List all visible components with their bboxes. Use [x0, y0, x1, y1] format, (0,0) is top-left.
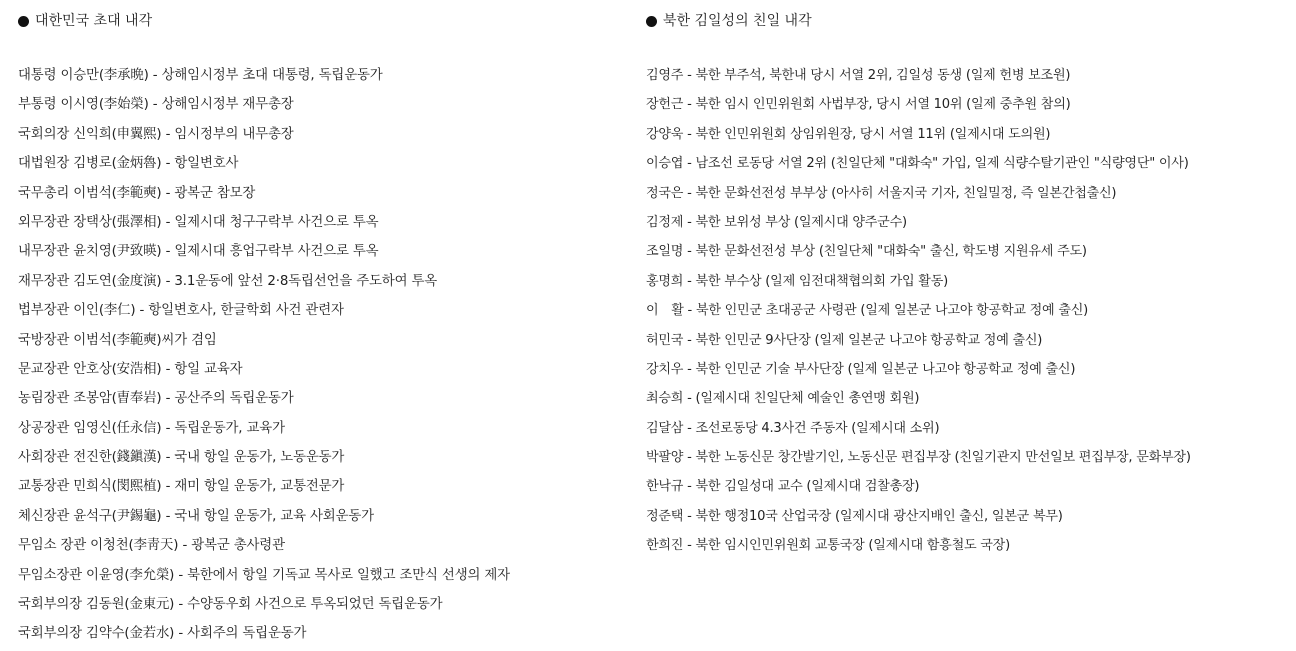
- list-item: 강양욱 - 북한 인민위원회 상임위원장, 당시 서열 11위 (일제시대 도의원): [646, 126, 1051, 142]
- list-item: 정준택 - 북한 행정10국 산업국장 (일제시대 광산지배인 출신, 일본군 복무): [646, 508, 1063, 524]
- list-item: 체신장관 윤석구(尹錫龜) - 국내 항일 운동가, 교육 사회운동가: [18, 508, 374, 524]
- list-item: 부통령 이시영(李始榮) - 상해임시정부 재무총장: [18, 97, 294, 113]
- list-item: 대통령 이승만(李承晩) - 상해임시정부 초대 대통령, 독립운동가: [18, 68, 383, 83]
- list-item: 이 활 - 북한 인민군 초대공군 사령관 (일제 일본군 나고야 항공학교 정예 출신): [646, 303, 1089, 319]
- list-item: 농림장관 조봉암(曺奉岩) - 공산주의 독립운동가: [18, 391, 294, 407]
- list-item: 김달삼 - 조선로동당 4.3사건 주동자 (일제시대 소위): [646, 420, 940, 436]
- list-item: 사회장관 전진한(錢鎭漢) - 국내 항일 운동가, 노동운동가: [18, 450, 345, 466]
- list-item: 국회의장 신익희(申翼熙) - 임시정부의 내무총장: [18, 126, 294, 142]
- list-item: 정국은 - 북한 문화선전성 부부상 (아사히 서울지국 기자, 친일밀정, 즉 일본간첩출신): [646, 185, 1117, 201]
- list-item: 무임소 장관 이청천(李靑天) - 광복군 총사령관: [18, 538, 285, 554]
- list-item: 국회부의장 김약수(金若水) - 사회주의 독립운동가: [18, 626, 307, 642]
- list-item: 국무총리 이범석(李範奭) - 광복군 참모장: [18, 185, 256, 201]
- list-item: 교통장관 민희식(閔熙植) - 재미 항일 운동가, 교통전문가: [18, 479, 345, 495]
- list-item: 한희진 - 북한 임시인민위원회 교통국장 (일제시대 함흥철도 국장): [646, 538, 1010, 554]
- left-list: [18, 61, 638, 649]
- list-item: 최승희 - (일제시대 친일단체 예술인 총연맹 회원): [646, 391, 920, 407]
- bullet-icon: [18, 16, 29, 27]
- list-item: 한낙규 - 북한 김일성대 교수 (일제시대 검찰총장): [646, 479, 920, 495]
- list-item: 상공장관 임영신(任永信) - 독립운동가, 교육가: [18, 420, 285, 436]
- list-item: 허민국 - 북한 인민군 9사단장 (일제 일본군 나고야 항공학교 정예 출신): [646, 332, 1043, 348]
- list-item: 내무장관 윤치영(尹致暎) - 일제시대 흥업구락부 사건으로 투옥: [18, 244, 379, 260]
- right-column: [646, 10, 1294, 561]
- left-heading: [18, 10, 638, 32]
- list-item: 김정제 - 북한 보위성 부상 (일제시대 양주군수): [646, 214, 907, 230]
- right-heading-text: 북한 김일성의 친일 내각: [663, 13, 812, 29]
- list-item: 국회부의장 김동원(金東元) - 수양동우회 사건으로 투옥되었던 독립운동가: [18, 597, 443, 613]
- list-item: 조일명 - 북한 문화선전성 부상 (친일단체 "대화숙" 출신, 학도병 지원유세 주도): [646, 244, 1087, 260]
- list-item: 법부장관 이인(李仁) - 항일변호사, 한글학회 사건 관련자: [18, 303, 344, 319]
- list-item: 홍명희 - 북한 부수상 (일제 임전대책협의회 가입 활동): [646, 273, 948, 289]
- list-item: 대법원장 김병로(金炳魯) - 항일변호사: [18, 156, 239, 172]
- list-item: 무임소장관 이윤영(李允榮) - 북한에서 항일 기독교 목사로 일했고 조만식 선생의 제자: [18, 567, 510, 583]
- left-heading-text: 대한민국 초대 내각: [35, 13, 153, 29]
- list-item: 장헌근 - 북한 임시 인민위원회 사법부장, 당시 서열 10위 (일제 중추원 참의): [646, 97, 1071, 113]
- right-list: [646, 61, 1294, 561]
- list-item: 외무장관 장택상(張澤相) - 일제시대 청구구락부 사건으로 투옥: [18, 214, 379, 230]
- list-item: 재무장관 김도연(金度演) - 3.1운동에 앞선 2·8독립선언을 주도하여 투옥: [18, 273, 438, 289]
- left-column: [18, 10, 638, 649]
- bullet-icon: [646, 16, 657, 27]
- list-item: 문교장관 안호상(安浩相) - 항일 교육자: [18, 361, 243, 377]
- list-item: 강치우 - 북한 인민군 기술 부사단장 (일제 일본군 나고야 항공학교 정예 출신): [646, 361, 1076, 377]
- list-item: 국방장관 이범석(李範奭)씨가 겸임: [18, 332, 217, 348]
- list-item: 박팔양 - 북한 노동신문 창간발기인, 노동신문 편집부장 (친일기관지 만선일보 편집부장, 문화부장): [646, 450, 1191, 466]
- list-item: 김영주 - 북한 부주석, 북한내 당시 서열 2위, 김일성 동생 (일제 헌병 보조원): [646, 68, 1071, 83]
- right-heading: [646, 10, 1294, 32]
- list-item: 이승엽 - 남조선 로동당 서열 2위 (친일단체 "대화숙" 가입, 일제 식량수탈기관인 "식량영단" 이사): [646, 156, 1189, 172]
